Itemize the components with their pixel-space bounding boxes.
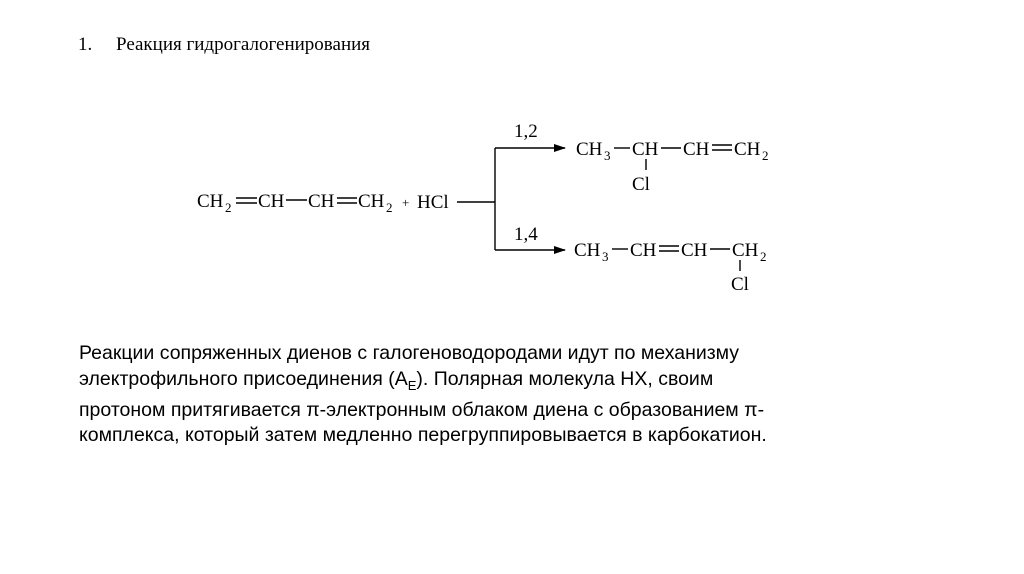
p14-ch3-subscript: 3 [602, 249, 609, 264]
ae-subscript: E [407, 377, 417, 393]
paragraph-line-4: комплекса, который затем медленно перегруппировывается в карбокатион. [79, 424, 767, 447]
reactant-ch2-a: CH [197, 191, 224, 212]
plus-sign: + [402, 195, 410, 210]
p12-ch3: CH [576, 139, 603, 160]
p14-ch2: CH [732, 240, 759, 261]
reactant-ch-a: CH [258, 191, 285, 212]
reactant-ch2-a-subscript: 2 [225, 200, 232, 215]
p12-ch-b: CH [683, 139, 710, 160]
heading-title: Реакция гидрогалогенирования [116, 34, 371, 55]
reactant-formula [197, 191, 449, 215]
reagent-hcl: HCl [417, 192, 449, 213]
explanation-paragraph [79, 341, 909, 449]
reactant-ch2-b: CH [358, 191, 385, 212]
product-1-4 [574, 240, 767, 295]
p14-ch2-subscript: 2 [760, 249, 767, 264]
paragraph-line-1: Реакции сопряженных диенов с галогеноводородами идут по механизму [79, 342, 740, 364]
paragraph-line-2 [79, 367, 909, 398]
p14-ch3: CH [574, 240, 601, 261]
paragraph-line-3: протоном притягивается π-электронным облаком диена с образованием π- [79, 398, 765, 421]
heading-number: 1. [78, 34, 93, 55]
p12-ch2-subscript: 2 [762, 148, 769, 163]
p14-ch-a: CH [630, 240, 657, 261]
p12-cl: Cl [632, 174, 650, 195]
branch-arrows [457, 121, 565, 250]
paragraph-line-2-end: ). Полярная молекула HX, своим [416, 367, 714, 390]
p14-cl: Cl [731, 274, 749, 295]
p12-ch3-subscript: 3 [604, 148, 611, 163]
reactant-ch2-b-subscript: 2 [386, 200, 393, 215]
label-1-4: 1,4 [514, 224, 538, 245]
label-1-2: 1,2 [514, 121, 538, 142]
p12-ch2: CH [734, 139, 761, 160]
reactant-ch-b: CH [308, 191, 335, 212]
p12-ch-a: CH [632, 139, 659, 160]
p14-ch-b: CH [681, 240, 708, 261]
paragraph-line-2-start: электрофильного присоединения (A [79, 367, 408, 390]
product-1-2 [576, 139, 769, 195]
